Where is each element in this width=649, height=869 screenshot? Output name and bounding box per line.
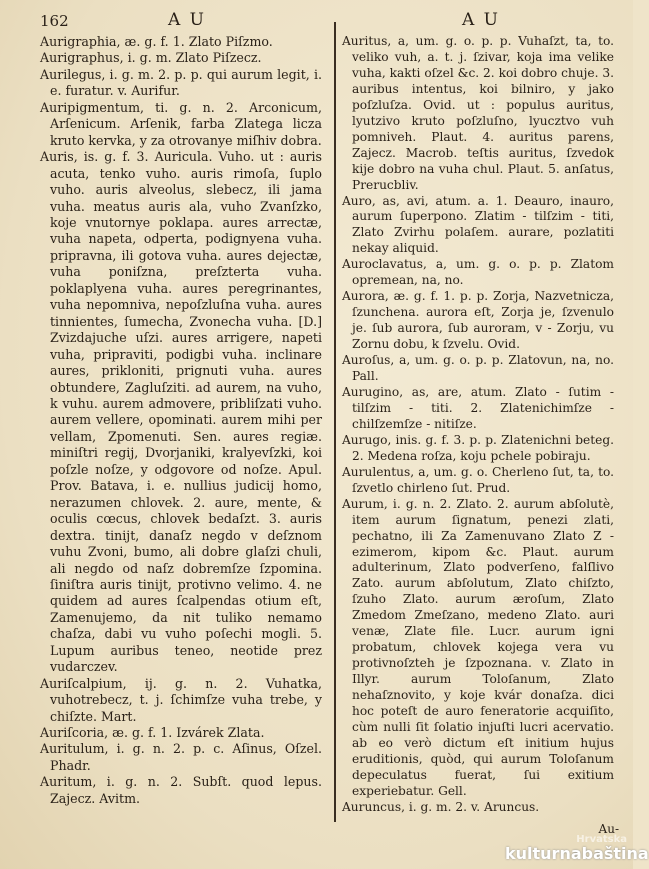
dictionary-entry: Aurigraphus, i. g. m. Zlato Piſzecz. [40,50,262,66]
dictionary-entry: Auriſcoria, æ. g. f. 1. Izvárek Zlata. [40,725,265,741]
dictionary-entry: Aurigraphia, æ. g. f. 1. Zlato Piſzmo. [40,34,273,49]
column-divider [334,22,336,822]
dictionary-entry: Auripigmentum, ti. g. n. 2. Arconicum, Arſenicum. Arſenik, farba Zlatega licza kruto kervka, y za otrovanye miſhiv dobra. [40,99,322,148]
dictionary-entry: Auritus, a, um. g. o. p. p. Vuhaſzt, ta, to. veliko vuh, a. t. j. ſzivar, koja ima velike vuha, kakti oſzel &c. 2. koi dobro chuje. 3. auribus intentus, koi bilniro, y jako poſzluſza. Ovid. ut : populus auritus, lyutzivo kruto poſzluſno, lyucztvo vuh pomniveh. Plaut. 4. auritus parens, Zajecz. Macrob. teſtis auritus, ſzvedok kije dobro na vuha chul. Plaut. 5. anſatus, Prerucbliv. [342,34,614,192]
dictionary-entry: Auritulum, i. g. n. 2. p. c. Aſinus, Oſzel. Phadr. [40,741,322,773]
page-header [0,6,633,28]
dictionary-entry: Aurugo, inis. g. f. 3. p. p. Zlatenichni beteg. 2. Medena roſza, koju pchele pobiraju. [342,432,614,463]
dictionary-entry: Auris, is. g. f. 3. Auricula. Vuho. ut : auris acuta, tenko vuho. auris rimoſa, ſuplo vuho. auris alveolus, slebecz, ili jama vuha. meatus auris ala, vuho Zvanſzko, koje vnutornye poklapa. aures arrectæ, vuha napeta, odperta, podignyena vuha. pripravna, ili gotova vuha. aures dejectæ, vuha poniſzna, preſzterta vuha. poklaplyena vuha. aures peregrinantes, vuha nepomniva, nepoſzluſna vuha. aures tinnientes, ſumecha, Zvonecha vuha. [D.] Zvizdajuche uſzi. aures arrigere, napeti vuha, pripraviti, podigbi vuha. inclinare aures, prikloniti, prignuti vuha. aures obtundere, Zagluſziti. ad aurem, na vuho, k vuhu. aurem admovere, pribliſzati vuho. aurem vellere, opominati. aurem mihi per vellam, Zpomenuti. Sen. aures regiæ. miniſtri regij, Dvorjaniki, kralyevſzki, koi poſzle noſze, y odgovore od noſze. Apul. Prov. Batava, i. e. nullius judicij homo, nerazumen chlovek. 2. aure, mente, & oculis cœcus, chlovek bedaſzt. 3. auris dextra. tinijt, danaſz negdo v deſznom vuhu Zvoni, bumo, ali dobre glaſzi chuli, ali negdo od naſz dobremſze ſzpomina. ſiniſtra auris tinijt, protivno velimo. 4. ne quidem ad aures ſcalpendas otium eſt, Zamenujemo, da nit tuliko nemamo chaſza, dabi vu vuho poſechi mogli. 5. Lupum auribus teneo, neotide prez vudarczev. [40,149,322,675]
dictionary-entry: Auritum, i. g. n. 2. Subſt. quod lepus. Zajecz. Avitm. [40,774,322,806]
dictionary-entry: Aurugino, as, are, atum. Zlato - ſutim - tilſzim - titi. 2. Zlatenichimſze - chilſzemſze - nitiſze. [342,384,614,431]
running-head-left: A U [168,10,207,30]
dictionary-entry: Aurilegus, i. g. m. 2. p. p. qui aurum legit, i. e. furatur. v. Aurifur. [40,66,322,99]
watermark-line-2: kulturnabaština [505,844,649,863]
catchword: Au- [598,822,619,836]
dictionary-entry: Auroclavatus, a, um. g. o. p. p. Zlatom opremean, na, no. [342,257,614,288]
dictionary-entry: Aurulentus, a, um. g. o. Cherleno ſut, ta, to. ſzvetlo chirleno ſut. Prud. [342,464,614,495]
dictionary-entry: Auro, as, avi, atum. a. 1. Deauro, inauro, aurum ſuperpono. Zlatim - tilſzim - titi, Zlato Zvirhu polaſem. aurare, pozlatiti nekay aliquid. [342,193,614,256]
dictionary-entry: Aurora, æ. g. f. 1. p. p. Zorja, Nazvetnicza, ſzunchena. aurora eſt, Zorja je, ſzvenulo je. ſub aurora, ſub auroram, v - Zorju, vu Zornu dobu, k ſzvelu. Ovid. [342,289,614,352]
watermark-line-1: Hrvatska [576,834,627,845]
running-head-right: A U [462,10,501,30]
dictionary-entry: Auroſus, a, um. g. o. p. p. Zlatovun, na, no. Pall. [342,353,614,384]
left-column [40,34,322,807]
watermark-logo [505,834,649,866]
right-column [342,34,614,816]
dictionary-entry: Aurum, i. g. n. 2. Zlato. 2. aurum abſolutè, item aurum ſignatum, penezi zlati, pechatno, ili Za Zamenuvano Zlato Z - ezimerom, kipom &c. Plaut. aurum adulterinum, Zlato podverſeno, falſlivo Zato. aurum abſolutum, Zlato chiſzto, ſzuho Zlato. aurum æroſum, Zlato Zmedom Zmeſzano, medeno Zlato. auri venæ, Zlate file. Lucr. aurum igni probatum, chlovek kojega vera vu protivnoſzteh je ſzpoznana. v. Zlato in Illyr. aurum Toloſanum, Zlato nehaſznovito, y koje kvár donaſza. dici hoc poteſt de auro feneratorie acquiſito, cùm nulli ſit ſolatio injuſti lucri acervatio. ab eo verò dictum eſt initium hujus eruditionis, quòd, qui aurum Toloſanum depeculatus fuerat, ſui exitium experiebatur. Gell. [342,496,614,798]
page-number: 162 [40,12,69,30]
dictionary-entry: Auruncus, i. g. m. 2. v. Aruncus. [342,799,540,814]
dictionary-entry: Auriſcalpium, ij. g. n. 2. Vuhatka, vuhotrebecz, t. j. ſchimſze vuha trebe, y chiſzte. Mart. [40,675,322,724]
